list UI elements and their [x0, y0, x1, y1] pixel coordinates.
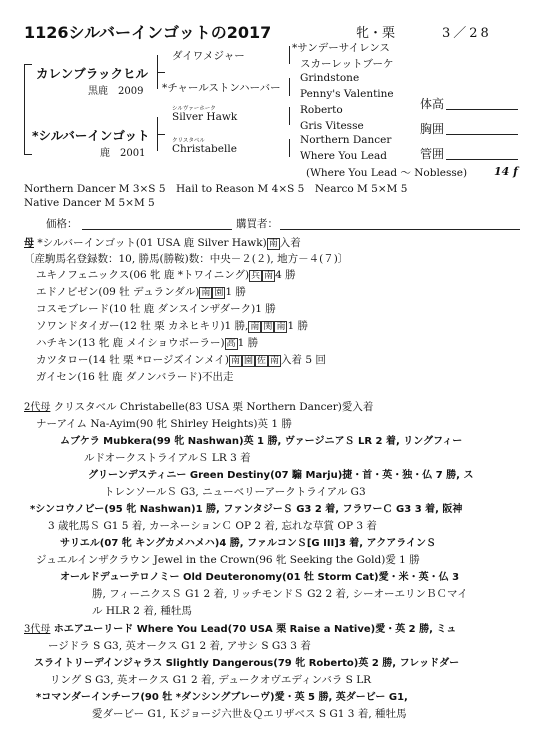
page-title: 1126シルバーインゴットの2017 [24, 23, 272, 42]
height-label: 体高 [420, 97, 445, 111]
region-badge: 園 [243, 356, 253, 366]
inbreeding-line: Northern Dancer M 3×S 5 Hail to Reason M 4×S 5 Nearco M 5×M 5 [24, 183, 408, 195]
list-item: オールドデューテロノミー Old Deuteronomy(01 牡 Storm Cat)愛・米・英・仏 3 [60, 572, 460, 583]
list-item [36, 335, 258, 353]
list-item [36, 301, 276, 318]
pedigree-bracket-line [24, 64, 25, 154]
offspring-text: ユキノフェニックス(06 牝 鹿 *トワイニング) [36, 269, 250, 281]
list-item: ル HLR 2 着, 種牡馬 [92, 605, 192, 617]
region-badge: 南 [270, 356, 280, 366]
section-tag: 3代母 [24, 624, 51, 635]
region-badge: 園 [214, 288, 224, 298]
girth-field[interactable] [446, 123, 518, 135]
dam-dam-dam-note: (Where You Lead 〜 Noblesse) [306, 167, 468, 179]
list-item: 3 歳牝馬Ｓ G1 5 着, カーネーションＣ OP 2 着, 忘れな草賞 OP 3 着 [48, 520, 377, 532]
sire-sire-sire: *サンデーサイレンス [292, 42, 390, 54]
inbreeding-line: Native Dancer M 5×M 5 [24, 197, 155, 209]
list-item [36, 352, 326, 370]
offspring-tail: 4 勝 [275, 269, 296, 281]
dam-name: *シルバーインゴット [32, 128, 150, 143]
section-tag: 母 [24, 238, 34, 249]
list-item: ジュエルインザクラウン Jewel in the Crown(96 牝 Seeking the Gold)愛 1 勝 [36, 554, 420, 566]
region-badge: 南 [276, 322, 286, 332]
offspring-tail: 1 勝 [237, 337, 259, 349]
pedigree-bracket-line [289, 46, 290, 64]
cannon-field[interactable] [446, 148, 518, 160]
sire-sire-dam: スカーレットブーケ [300, 58, 394, 70]
price-field[interactable] [82, 217, 232, 230]
gen3-headline [24, 621, 456, 638]
offspring-text: カツタロー(14 牡 栗 *ロージズインメイ) [36, 354, 229, 366]
region-badge: 南 [250, 322, 260, 332]
dam-dam-dam: Where You Lead [300, 150, 387, 162]
dam-sire-dam: Gris Vitesse [300, 120, 364, 132]
sire-name: カレンブラックヒル [36, 66, 148, 81]
birth-date: 3／28 [442, 26, 492, 41]
list-item: ルドオークストライアルＳ LR 3 着 [84, 452, 251, 464]
sire-info: 黒鹿 2009 [88, 86, 144, 97]
sire-dam-dam: Penny's Valentine [300, 88, 394, 100]
list-item: トレンソールＳ G3, ニューベリーアークトライアル G3 [104, 486, 366, 498]
list-item: ムブケラ Mubkera(99 牝 Nashwan)英 1 勝, ヴァージニアＳ LR 2 着, リングフィー [60, 436, 463, 447]
offspring-tail: 1 勝 [225, 286, 246, 298]
dam-record: 〔産駒馬名登録数：10, 勝馬(勝鞍)数：中央－２(２), 地方－４(７)〕 [24, 253, 349, 265]
region-badge: 高 [226, 339, 236, 349]
buyer-label: 購買者： [236, 218, 278, 230]
dam-dam-sire: Northern Dancer [300, 134, 392, 146]
dam-sire: Silver Hawk [172, 111, 238, 123]
section-tag: 2代母 [24, 402, 51, 413]
dam-headline-text: *シルバーインゴット(01 USA 鹿 Silver Hawk) [37, 237, 267, 249]
list-item: ージドラ S G3, 英オークス G1 2 着, アサシ S G3 3 着 [48, 640, 311, 652]
pedigree-bracket-line [24, 154, 32, 155]
pedigree-bracket-line [289, 78, 290, 96]
dam-info: 鹿 2001 [100, 148, 146, 159]
region-badge: 関 [263, 322, 273, 332]
sex-color: 牝・栗 [356, 26, 396, 41]
list-item: ナーアイム Na-Ayim(90 牝 Shirley Heights)英 1 勝 [36, 418, 292, 430]
girth-label: 胸囲 [420, 122, 445, 136]
cannon-label: 管囲 [420, 147, 445, 161]
list-item [36, 284, 246, 302]
list-item [36, 267, 296, 285]
dam-sire-ruby: シルヴァーホーク [172, 106, 216, 112]
pedigree-bracket-line [289, 139, 290, 157]
gen3-text: ホエアユーリード Where You Lead(70 USA 栗 Raise a Native)愛・英 2 勝, ミュ [53, 624, 457, 635]
list-item: リング S G3, 英オークス G1 2 着, デュークオヴエディンバラ S LR [50, 674, 372, 686]
gen2-headline [24, 399, 373, 416]
offspring-tail: 入着 5 回 [281, 354, 326, 366]
list-item: 勝, フィーニクスＳ G1 2 着, リッチモンドＳ G2 2 着, シーオーエリンＢＣマイ [92, 588, 468, 600]
list-item: *シンコウノビー(95 牝 Nashwan)1 勝, ファンタジーＳ G3 2 着, フラワーＣ G3 3 着, 阪神 [30, 504, 463, 515]
region-badge: 佐 [256, 356, 266, 366]
region-badge: 南 [201, 288, 211, 298]
dam-sire-sire: Roberto [300, 104, 343, 116]
offspring-text: ハチキン(13 牝 鹿 メイショウボーラー) [36, 337, 225, 349]
region-badge: 南 [230, 356, 240, 366]
offspring-tail: 不出走 [201, 371, 234, 383]
offspring-text: ガイセン(16 牡 鹿 ダノンバラード) [36, 371, 202, 383]
pedigree-bracket-line [289, 107, 290, 125]
sire-dam-sire: Grindstone [300, 72, 360, 84]
offspring-text: ソワンドタイガー(12 牡 栗 カネヒキリ)1 勝, [36, 320, 249, 332]
list-item: *コマンダーインチーフ(90 牡 *ダンシングブレーヴ)愛・英 5 勝, 英ダービー G1, [36, 692, 408, 703]
dam-dam-ruby: クリスタベル [172, 138, 205, 144]
region-badge: 南 [264, 271, 274, 281]
sire-dam: *チャールストンハーバー [162, 82, 281, 94]
buyer-field[interactable] [280, 217, 520, 230]
family-number: 14 f [494, 165, 518, 178]
pedigree-bracket-line [157, 72, 165, 73]
region-badge: 南 [268, 239, 278, 249]
pedigree-bracket-line [157, 134, 165, 135]
list-item: グリーンデスティニー Green Destiny(07 騸 Marju)捷・首・英・独・仏 7 勝, ス [88, 470, 474, 481]
region-badge: 兵 [251, 271, 261, 281]
pedigree-bracket-line [24, 64, 32, 65]
list-item: スライトリーデインジャラス Slightly Dangerous(79 牝 Roberto)英 2 勝, フレッドダー [34, 658, 460, 669]
list-item [36, 369, 233, 386]
gen2-text: クリスタベル Christabelle(83 USA 栗 Northern Dancer)愛入着 [53, 401, 374, 413]
list-item [36, 318, 308, 336]
list-item: 愛ダービー G1, Ｋジョージ六世＆Ｑエリザベス S G1 3 着, 種牡馬 [92, 708, 407, 720]
height-field[interactable] [446, 98, 518, 110]
offspring-text: コスモブレード(10 牡 鹿 ダンスインザダーク)1 勝 [36, 303, 276, 315]
list-item: サリエル(07 牝 キングカメハメハ)4 勝, ファルコンＳ[G III]3 着, アクアラインＳ [60, 538, 436, 549]
dam-headline-tail: 入着 [279, 237, 301, 249]
offspring-tail: 1 勝 [287, 320, 308, 332]
price-label: 価格： [46, 218, 78, 230]
offspring-text: エドノビゼン(09 牡 デュランダル) [36, 286, 200, 298]
dam-dam: Christabelle [172, 143, 237, 155]
sire-sire: ダイワメジャー [172, 50, 245, 62]
